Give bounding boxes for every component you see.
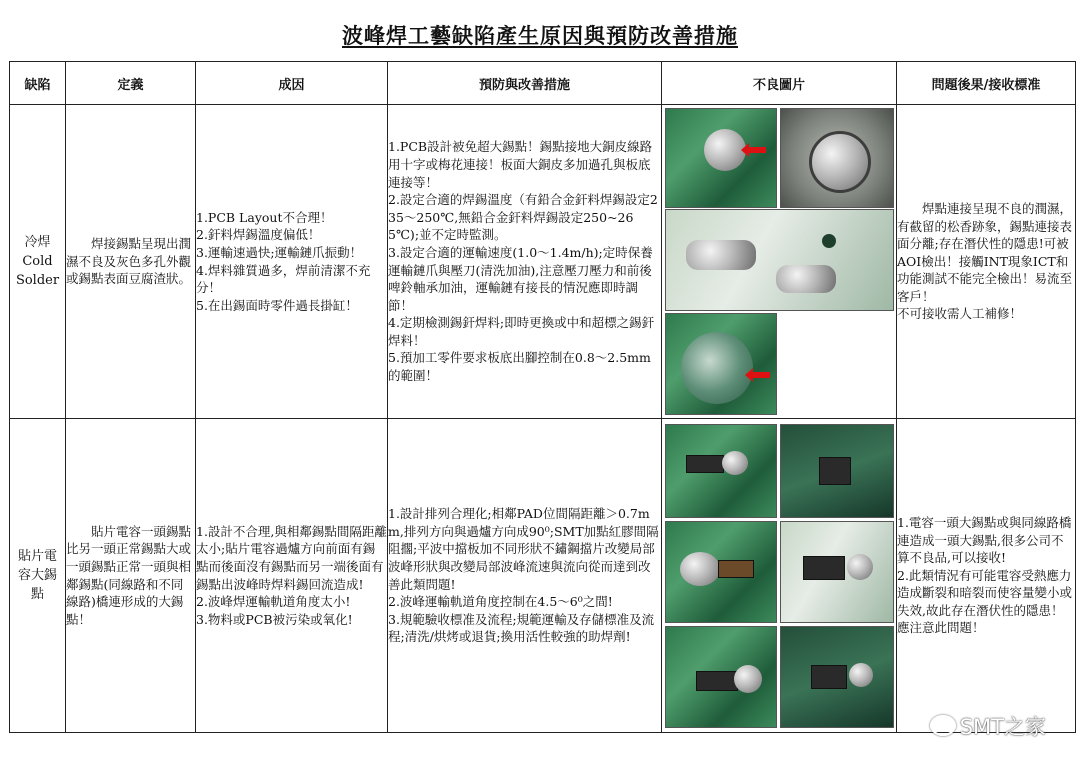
defect-photo — [780, 521, 894, 623]
defect-name: Cold — [22, 254, 53, 269]
smd-chip — [811, 665, 847, 689]
red-arrow-icon — [752, 372, 770, 378]
defect-pictures — [662, 105, 897, 419]
defect-photo — [665, 209, 894, 311]
solder-joint — [681, 332, 753, 404]
header-definition: 定義 — [66, 62, 196, 105]
defect-photo — [665, 424, 777, 518]
watermark — [930, 711, 1046, 741]
defect-name: 冷焊 — [24, 235, 51, 250]
defect-cell — [10, 105, 66, 419]
solder-joint — [680, 552, 720, 586]
table-row — [10, 105, 1076, 419]
cause-cell: 1.設計不合理,與相鄰錫點間隔距離太小;貼片電容過爐方向前面有錫點而後面沒有錫點而另一端後面有錫點出波峰時焊料錫回流造成! 2.波峰焊運輸軌道角度太小! 3.物料或PCB被污染或氧化! — [196, 419, 388, 733]
consequence-cell: 焊點連接呈現不良的潤濕，有截留的松香跡象，錫點連接表面分離;存在潛伏性的隱患!可被AOI檢出！接觸INT現象ICT和功能測試不能完全檢出！易流至客戶！ 不可接收需人工補修！ — [897, 105, 1076, 419]
via-hole — [822, 234, 836, 248]
header-defect: 缺陷 — [10, 62, 66, 105]
consequence-cell: 1.電容一頭大錫點或與同線路橋連造成一頭大錫點,很多公司不算不良品,可以接收! 2.此類情況有可能電容受熱應力造成斷裂和暗裂而使容量變小或失效,故此存在潛伏性的隱患！應注意此問題！ — [897, 419, 1076, 733]
table-header-row — [10, 62, 1076, 105]
smd-capacitor — [696, 671, 738, 691]
defect-photo — [665, 626, 777, 728]
defect-photo — [780, 424, 894, 518]
header-prevention: 預防與改善措施 — [388, 62, 662, 105]
wechat-icon — [930, 715, 956, 736]
definition-cell: 焊接錫點呈現出潤濕不良及灰色多孔外觀或錫點表面豆腐渣狀。 — [66, 105, 196, 419]
cause-cell: 1.PCB Layout不合理！ 2.釬料焊錫溫度偏低！ 3.運輸速過快;運輸鏈爪振動！ 4.焊料雜質過多，焊前清潔不充分！ 5.在出錫面時零件過長掛缸！ — [196, 105, 388, 419]
watermark-text: SMT之家 — [959, 715, 1046, 739]
solder-joint — [722, 451, 748, 475]
table-row — [10, 419, 1076, 733]
defect-name: 容大錫 — [17, 568, 57, 583]
smd-chip — [819, 457, 851, 485]
solder-joint — [704, 129, 746, 171]
red-arrow-icon — [748, 147, 766, 153]
defect-photo — [665, 313, 777, 415]
defect-name: Solder — [15, 273, 60, 288]
smd-capacitor — [686, 455, 724, 473]
defect-table — [9, 61, 1076, 733]
solder-joint — [847, 554, 873, 580]
smd-chip — [803, 556, 845, 580]
defect-pictures — [662, 419, 897, 733]
page-title: 波峰焊工藝缺陷產生原因與預防改善措施 — [342, 23, 738, 48]
defect-cell — [10, 419, 66, 733]
defect-name: 貼片電 — [17, 549, 57, 564]
solder-joint — [776, 265, 836, 293]
defect-photo — [665, 108, 777, 208]
header-cause: 成因 — [196, 62, 388, 105]
solder-joint — [849, 663, 873, 687]
defect-name: 點 — [30, 587, 44, 602]
smd-capacitor — [718, 560, 754, 578]
solder-joint — [809, 131, 871, 193]
defect-photo — [780, 626, 894, 728]
defect-photo — [665, 521, 777, 623]
defect-photo — [780, 108, 894, 208]
solder-joint — [686, 240, 756, 270]
prevention-cell: 1.設計排列合理化;相鄰PAD位間隔距離＞0.7mm,排列方向與過爐方向成90⁰;SMT加點紅膠間隔阻擱;平波中擋板加不同形狀不鏽鋼擋片改變局部波峰形狀與改變局部波峰流速與流向從而達到改善此類問題! 2.波峰運輸軌道角度控制在4.5～6⁰之間! 3.規範驗收標准及流程;規範運輸及存儲標准及流程;清洗/烘烤或退貨;換用活性較強的助焊劑! — [388, 419, 662, 733]
prevention-cell: 1.PCB設計被免超大錫點！錫點接地大銅皮線路用十字或梅花連接！板面大銅皮多加過孔與板底連接等！ 2.設定合適的焊錫溫度（有鉛合金釬料焊錫設定235～250℃,無鉛合金釬料焊錫設定250~265℃);並不定時監測。 3.設定合適的運輸速度(1.0～1.4m/h);定時保養運輸鏈爪與壓刀(清洗加油),注意壓刀壓力和前後啤鈴軸承加油，運輸鏈有接長的情況應即時調節！ 4.定期檢測錫釬焊料;即時更換或中和超標之錫釬焊料！ 5.預加工零件要求板底出腳控制在0.8～2.5mm的範圍！ — [388, 105, 662, 419]
definition-cell: 貼片電容一頭錫點比另一頭正常錫點大或一頭錫點正常一頭與相鄰錫點(同線路和不同線路)橋連形成的大錫點！ — [66, 419, 196, 733]
header-picture: 不良圖片 — [662, 62, 897, 105]
solder-joint — [734, 665, 762, 693]
header-consequence: 問題後果/接收標准 — [897, 62, 1076, 105]
